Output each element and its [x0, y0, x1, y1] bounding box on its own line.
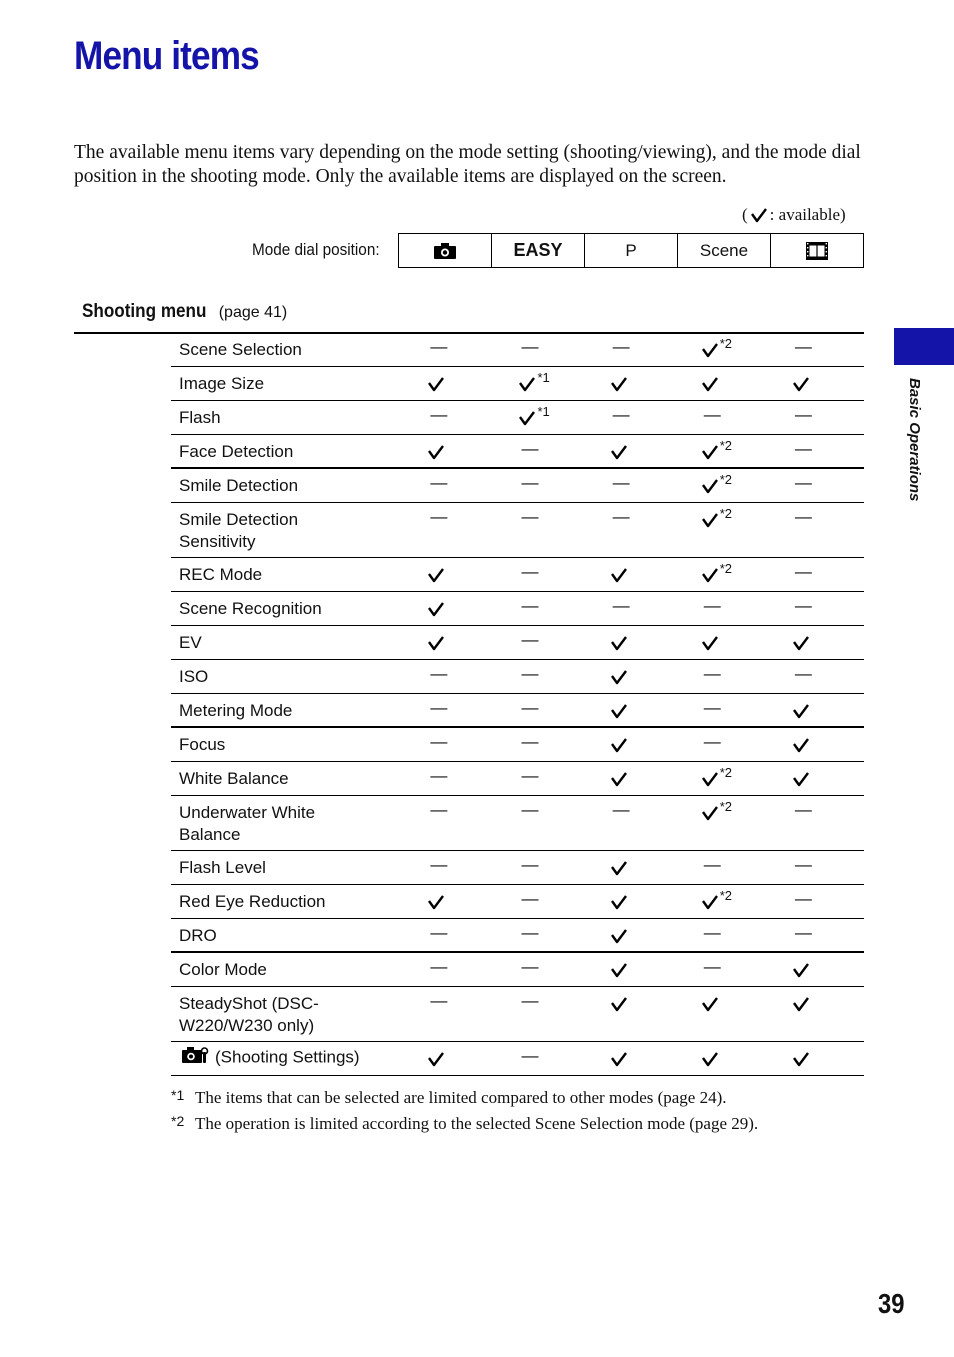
checkmark-icon — [427, 376, 445, 397]
checkmark-icon — [610, 635, 628, 656]
camera-icon — [433, 242, 457, 260]
section-page-ref[interactable]: (page 41) — [218, 304, 288, 321]
not-available-dash: — — [430, 855, 448, 874]
not-available-dash: — — [794, 337, 812, 356]
availability-cell — [408, 851, 499, 884]
section-heading: Shooting menu (page 41) — [82, 301, 288, 322]
menu-item-name: Focus — [179, 735, 226, 754]
not-available-dash: — — [612, 405, 630, 424]
availability-cell — [499, 796, 590, 850]
checkmark-icon — [610, 771, 628, 792]
not-available-dash: — — [612, 800, 630, 819]
menu-item-name: Image Size — [179, 374, 265, 393]
availability-cell — [408, 1042, 499, 1075]
checkmark-icon — [610, 444, 628, 465]
availability-cell — [773, 333, 864, 366]
availability-cell — [773, 592, 864, 625]
not-available-dash: — — [703, 732, 721, 751]
availability-cell — [773, 728, 864, 761]
not-available-dash: — — [794, 596, 812, 615]
checkmark-icon — [427, 894, 445, 915]
checkmark-icon — [750, 207, 768, 223]
menu-item-name: Scene Selection — [179, 340, 302, 359]
availability-cell — [408, 592, 499, 625]
availability-cell — [682, 592, 773, 625]
menu-item-name: Flash Level — [179, 858, 266, 877]
availability-cell — [408, 367, 499, 400]
availability-cell — [773, 660, 864, 693]
menu-item-name: DRO — [179, 926, 217, 945]
table-row — [171, 953, 864, 987]
availability-cell — [591, 469, 682, 502]
intro-paragraph: The available menu items vary depending on the mode setting (shooting/viewing), and the mode dial position in the shooting mode. Only the available items are displayed on the screen. — [74, 142, 861, 187]
footnote-ref: *1 — [537, 370, 550, 385]
availability-cell — [773, 435, 864, 467]
not-available-dash: — — [794, 473, 812, 492]
not-available-dash: — — [521, 562, 539, 581]
availability-legend: ( : available) — [742, 205, 846, 224]
footnote: *1 The items that can be selected are limited compared to other modes (page 24). — [171, 1087, 727, 1107]
checkmark-icon — [701, 342, 719, 363]
not-available-dash: — — [703, 923, 721, 942]
availability-cell — [773, 796, 864, 850]
availability-cell — [408, 796, 499, 850]
checkmark-icon — [518, 410, 536, 431]
availability-cell — [773, 626, 864, 659]
checkmark-icon — [701, 1051, 719, 1072]
checkmark-icon — [792, 737, 810, 758]
availability-cell — [499, 592, 590, 625]
availability-cell — [499, 728, 590, 761]
menu-item-name: Metering Mode — [179, 701, 293, 720]
menu-item-name: SteadyShot (DSC-W220/W230 only) — [179, 994, 319, 1035]
availability-cell — [591, 660, 682, 693]
availability-cell — [499, 987, 590, 1041]
availability-cell — [682, 626, 773, 659]
shooting-menu-table — [171, 333, 864, 1076]
availability-cell — [591, 796, 682, 850]
not-available-dash: — — [521, 991, 539, 1010]
availability-cell — [682, 919, 773, 951]
mode-scene: Scene — [678, 234, 771, 267]
availability-cell — [408, 333, 499, 366]
table-row — [171, 435, 864, 469]
not-available-dash: — — [794, 855, 812, 874]
checkmark-icon — [427, 1051, 445, 1072]
availability-cell — [682, 660, 773, 693]
availability-cell — [591, 435, 682, 467]
footnote-ref: *2 — [719, 438, 733, 453]
checkmark-icon — [610, 962, 628, 983]
checkmark-icon — [610, 737, 628, 758]
availability-cell — [773, 919, 864, 951]
table-row — [171, 885, 864, 919]
availability-cell — [408, 401, 499, 434]
availability-cell — [773, 987, 864, 1041]
availability-cell — [499, 953, 590, 986]
checkmark-icon — [792, 962, 810, 983]
table-row — [171, 401, 864, 435]
not-available-dash: — — [521, 596, 539, 615]
mode-dial-table — [398, 233, 864, 268]
availability-cell — [773, 367, 864, 400]
not-available-dash: — — [521, 855, 539, 874]
availability-cell — [682, 401, 773, 434]
not-available-dash: — — [430, 800, 448, 819]
checkmark-icon — [610, 928, 628, 949]
not-available-dash: — — [794, 889, 812, 908]
table-row — [171, 796, 864, 851]
footnote-ref: *2 — [719, 799, 733, 814]
menu-item-name: Red Eye Reduction — [179, 892, 326, 911]
availability-cell — [682, 851, 773, 884]
not-available-dash: — — [612, 473, 630, 492]
mode-movie — [771, 234, 863, 267]
availability-cell — [408, 660, 499, 693]
availability-cell — [682, 558, 773, 591]
availability-cell — [773, 885, 864, 918]
checkmark-icon — [427, 635, 445, 656]
not-available-dash: — — [430, 766, 448, 785]
availability-cell — [773, 401, 864, 434]
not-available-dash: — — [703, 855, 721, 874]
availability-cell — [591, 694, 682, 726]
menu-item-name: Color Mode — [179, 960, 267, 979]
availability-cell — [408, 885, 499, 918]
availability-cell — [408, 469, 499, 502]
not-available-dash: — — [703, 698, 721, 717]
availability-cell — [591, 885, 682, 918]
not-available-dash: — — [430, 698, 448, 717]
checkmark-icon — [701, 894, 719, 915]
availability-cell — [499, 503, 590, 557]
page-title: Menu items — [74, 34, 259, 78]
footnote-ref: *2 — [719, 765, 733, 780]
page-number: 39 — [878, 1288, 905, 1319]
availability-cell — [591, 762, 682, 795]
availability-cell — [773, 694, 864, 726]
availability-cell — [591, 987, 682, 1041]
table-row — [171, 762, 864, 796]
mode-auto — [399, 234, 492, 267]
availability-cell — [773, 558, 864, 591]
availability-cell — [682, 953, 773, 986]
footnote-ref: *2 — [719, 888, 733, 903]
availability-cell — [499, 1042, 590, 1075]
checkmark-icon — [610, 376, 628, 397]
not-available-dash: — — [430, 405, 448, 424]
menu-item-name: Underwater White Balance — [179, 803, 316, 844]
availability-cell — [682, 1042, 773, 1075]
not-available-dash: — — [430, 664, 448, 683]
not-available-dash: — — [521, 664, 539, 683]
checkmark-icon — [792, 996, 810, 1017]
availability-cell — [591, 953, 682, 986]
not-available-dash: — — [521, 957, 539, 976]
not-available-dash: — — [521, 630, 539, 649]
availability-cell — [499, 919, 590, 951]
checkmark-icon — [610, 860, 628, 881]
checkmark-icon — [701, 376, 719, 397]
table-row — [171, 1042, 864, 1076]
checkmark-icon — [701, 478, 719, 499]
not-available-dash: — — [521, 439, 539, 458]
availability-cell — [408, 919, 499, 951]
availability-cell — [682, 728, 773, 761]
menu-item-name: Scene Recognition — [179, 599, 322, 618]
availability-cell — [499, 660, 590, 693]
not-available-dash: — — [794, 562, 812, 581]
availability-cell — [682, 694, 773, 726]
availability-cell — [773, 851, 864, 884]
menu-item-name: Flash — [179, 408, 221, 427]
not-available-dash: — — [794, 923, 812, 942]
checkmark-icon — [701, 567, 719, 588]
availability-cell — [408, 953, 499, 986]
mode-easy: EASY — [492, 234, 585, 267]
availability-cell — [591, 367, 682, 400]
checkmark-icon — [701, 635, 719, 656]
not-available-dash: — — [521, 732, 539, 751]
availability-cell — [682, 987, 773, 1041]
not-available-dash: — — [521, 766, 539, 785]
not-available-dash: — — [521, 337, 539, 356]
footnote-ref: *1 — [537, 404, 550, 419]
checkmark-icon — [427, 444, 445, 465]
not-available-dash: — — [430, 473, 448, 492]
checkmark-icon — [518, 376, 536, 397]
availability-cell — [773, 1042, 864, 1075]
availability-cell — [408, 987, 499, 1041]
not-available-dash: — — [794, 405, 812, 424]
not-available-dash: — — [430, 337, 448, 356]
checkmark-icon — [701, 805, 719, 826]
checkmark-icon — [701, 771, 719, 792]
table-row — [171, 660, 864, 694]
availability-cell — [682, 885, 773, 918]
camera-settings-icon — [181, 1045, 209, 1071]
availability-cell — [408, 435, 499, 467]
availability-cell — [682, 435, 773, 467]
checkmark-icon — [427, 601, 445, 622]
footnote-ref: *2 — [719, 506, 733, 521]
menu-item-name: REC Mode — [179, 565, 263, 584]
checkmark-icon — [610, 669, 628, 690]
availability-cell — [591, 592, 682, 625]
not-available-dash: — — [430, 957, 448, 976]
not-available-dash: — — [521, 923, 539, 942]
availability-cell — [408, 558, 499, 591]
availability-cell — [591, 558, 682, 591]
availability-cell — [499, 694, 590, 726]
availability-cell — [499, 333, 590, 366]
footnote-ref: *2 — [719, 561, 733, 576]
not-available-dash: — — [794, 439, 812, 458]
not-available-dash: — — [521, 800, 539, 819]
table-row — [171, 851, 864, 885]
not-available-dash: — — [794, 507, 812, 526]
checkmark-icon — [792, 635, 810, 656]
availability-cell — [408, 728, 499, 761]
availability-cell — [591, 728, 682, 761]
availability-cell — [682, 333, 773, 366]
checkmark-icon — [701, 996, 719, 1017]
availability-cell — [682, 469, 773, 502]
table-row — [171, 367, 864, 401]
not-available-dash: — — [794, 800, 812, 819]
availability-cell — [499, 626, 590, 659]
availability-cell — [682, 762, 773, 795]
menu-item-name: EV — [179, 633, 202, 652]
menu-item-name: ISO — [179, 667, 209, 686]
table-row — [171, 469, 864, 503]
availability-cell — [591, 401, 682, 434]
not-available-dash: — — [521, 1046, 539, 1065]
menu-item-name: Smile Detection — [179, 476, 299, 495]
chapter-tab — [894, 328, 954, 365]
not-available-dash: — — [521, 889, 539, 908]
not-available-dash: — — [703, 405, 721, 424]
table-row — [171, 558, 864, 592]
availability-cell — [408, 694, 499, 726]
availability-cell — [408, 503, 499, 557]
availability-cell — [591, 503, 682, 557]
table-row — [171, 728, 864, 762]
footnote-ref: *2 — [719, 336, 733, 351]
availability-cell — [408, 626, 499, 659]
menu-item-name: White Balance — [179, 769, 289, 788]
table-row — [171, 987, 864, 1042]
availability-cell — [499, 851, 590, 884]
mode-program: P — [585, 234, 678, 267]
mode-dial-label: Mode dial position: — [252, 240, 380, 259]
availability-cell — [591, 626, 682, 659]
availability-cell — [591, 919, 682, 951]
availability-cell — [499, 762, 590, 795]
availability-cell — [682, 796, 773, 850]
not-available-dash: — — [703, 957, 721, 976]
availability-cell — [682, 503, 773, 557]
availability-cell — [499, 435, 590, 467]
not-available-dash: — — [521, 507, 539, 526]
availability-cell — [499, 367, 590, 400]
checkmark-icon — [701, 512, 719, 533]
not-available-dash: — — [430, 732, 448, 751]
not-available-dash: — — [521, 698, 539, 717]
not-available-dash: — — [612, 337, 630, 356]
availability-cell — [773, 503, 864, 557]
availability-cell — [408, 762, 499, 795]
availability-cell — [499, 401, 590, 434]
menu-item-name: Face Detection — [179, 442, 294, 461]
checkmark-icon — [792, 771, 810, 792]
footnotes — [171, 1088, 758, 1140]
checkmark-icon — [427, 567, 445, 588]
availability-cell — [499, 885, 590, 918]
checkmark-icon — [610, 894, 628, 915]
not-available-dash: — — [521, 473, 539, 492]
availability-cell — [499, 469, 590, 502]
checkmark-icon — [610, 567, 628, 588]
availability-cell — [591, 1042, 682, 1075]
availability-cell — [773, 762, 864, 795]
not-available-dash: — — [430, 991, 448, 1010]
availability-cell — [499, 558, 590, 591]
table-row — [171, 503, 864, 558]
footnote-ref: *2 — [719, 472, 733, 487]
availability-cell — [682, 367, 773, 400]
availability-cell — [591, 851, 682, 884]
table-row — [171, 592, 864, 626]
availability-cell — [773, 953, 864, 986]
table-row — [171, 919, 864, 953]
table-row — [171, 694, 864, 728]
not-available-dash: — — [430, 507, 448, 526]
checkmark-icon — [701, 444, 719, 465]
availability-cell — [591, 333, 682, 366]
table-row — [171, 626, 864, 660]
availability-cell — [773, 469, 864, 502]
footnote: *2 The operation is limited according to the selected Scene Selection mode (page 29). — [171, 1113, 759, 1133]
checkmark-icon — [792, 1051, 810, 1072]
menu-item-name: Smile Detection Sensitivity — [179, 510, 299, 551]
not-available-dash: — — [612, 596, 630, 615]
not-available-dash: — — [612, 507, 630, 526]
menu-item-name: (Shooting Settings) — [171, 1042, 408, 1075]
not-available-dash: — — [703, 596, 721, 615]
not-available-dash: — — [794, 664, 812, 683]
checkmark-icon — [792, 703, 810, 724]
table-row — [171, 333, 864, 367]
chapter-label: Basic Operations — [906, 378, 923, 502]
movie-film-icon — [805, 241, 829, 261]
checkmark-icon — [610, 703, 628, 724]
not-available-dash: — — [703, 664, 721, 683]
not-available-dash: — — [430, 923, 448, 942]
checkmark-icon — [610, 1051, 628, 1072]
checkmark-icon — [610, 996, 628, 1017]
checkmark-icon — [792, 376, 810, 397]
